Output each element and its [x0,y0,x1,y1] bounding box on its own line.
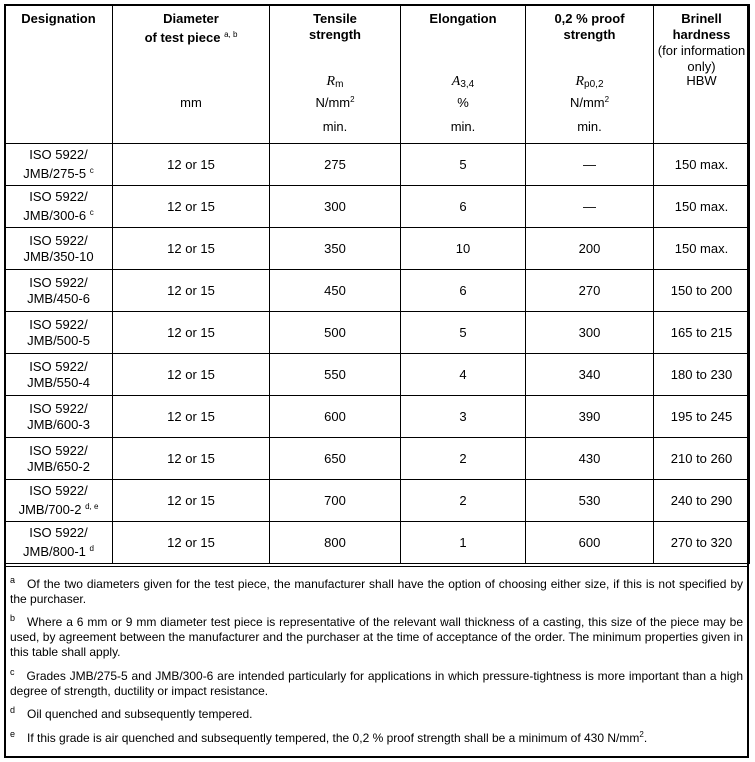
footnote-c: $^c$ Grades JMB/275-5 and JMB/300-6 are intended particularly for applications in which pressure-tightness is more important than a high degree of strength, ductility or impact resistance. [10,667,743,698]
table-row [5,396,750,438]
cell-diameter: 12 or 15 [113,396,270,438]
cell-elongation: 5 [401,144,526,186]
table-row [5,186,750,228]
cell-elongation: 2 [401,438,526,480]
cell-designation: ISO 5922/ JMB/350-10 [5,228,113,270]
table-row [5,438,750,480]
cell-proof-strength: 340 [526,354,654,396]
header-elongation: Elongation $A_{3,4}$ % min. [401,5,526,144]
header-row [5,5,750,144]
footnote-b: $^b$ Where a 6 mm or 9 mm diameter test piece is representative of the relevant wall thickness of a casting, this size of the piece may be used, by agreement between the manufacturer and the purchaser at the time of acceptance of the order. The minimum properties given in this table shall apply. [10,613,743,659]
cell-elongation: 3 [401,396,526,438]
cell-brinell: 150 max. [654,186,750,228]
cell-designation: ISO 5922/ JMB/800-1 $^d$ [5,522,113,564]
cell-proof-strength: 430 [526,438,654,480]
cell-elongation: 6 [401,270,526,312]
cell-diameter: 12 or 15 [113,480,270,522]
diameter-unit: mm [180,95,202,110]
cell-elongation: 4 [401,354,526,396]
cell-proof-strength: 600 [526,522,654,564]
cell-diameter: 12 or 15 [113,228,270,270]
header-brinell: Brinell hardness (for information only) HBW [654,5,750,144]
cell-brinell: 195 to 245 [654,396,750,438]
cell-designation: ISO 5922/ JMB/700-2 $^{d, e}$ [5,480,113,522]
cell-proof-strength: 390 [526,396,654,438]
cell-designation: ISO 5922/ JMB/300-6 $^c$ [5,186,113,228]
cell-tensile: 350 [270,228,401,270]
header-proof-strength: 0,2 % proof strength $R_{p0,2}$ $N/mm^2$ min. [526,5,654,144]
cell-proof-strength: 300 [526,312,654,354]
cell-elongation: 6 [401,186,526,228]
cell-diameter: 12 or 15 [113,186,270,228]
cell-proof-strength: 530 [526,480,654,522]
header-designation: Designation [5,5,113,144]
footnote-d: $^d$ Oil quenched and subsequently tempered. [10,705,253,721]
table-row [5,522,750,564]
cell-elongation: 10 [401,228,526,270]
cell-diameter: 12 or 15 [113,270,270,312]
table-row [5,144,750,186]
cell-elongation: 2 [401,480,526,522]
cell-designation: ISO 5922/ JMB/500-5 [5,312,113,354]
cell-designation: ISO 5922/ JMB/600-3 [5,396,113,438]
cell-tensile: 450 [270,270,401,312]
cell-diameter: 12 or 15 [113,144,270,186]
header-tensile: Tensile strength $R_m$ $N/mm^2$ min. [270,5,401,144]
cell-tensile: 650 [270,438,401,480]
table-row [5,312,750,354]
cell-tensile: 275 [270,144,401,186]
cell-tensile: 800 [270,522,401,564]
cell-tensile: 500 [270,312,401,354]
cell-brinell: 240 to 290 [654,480,750,522]
cell-designation: ISO 5922/ JMB/550-4 [5,354,113,396]
cell-elongation: 1 [401,522,526,564]
footnotes [4,566,749,758]
cell-diameter: 12 or 15 [113,438,270,480]
cell-designation: ISO 5922/ JMB/275-5 $^c$ [5,144,113,186]
cell-brinell: 180 to 230 [654,354,750,396]
cell-proof-strength: 270 [526,270,654,312]
table-row [5,354,750,396]
table-row [5,480,750,522]
cell-brinell: 150 max. [654,228,750,270]
cell-diameter: 12 or 15 [113,354,270,396]
cell-tensile: 300 [270,186,401,228]
cell-tensile: 600 [270,396,401,438]
cell-tensile: 700 [270,480,401,522]
cell-designation: ISO 5922/ JMB/650-2 [5,438,113,480]
cell-designation: ISO 5922/ JMB/450-6 [5,270,113,312]
cell-brinell: 150 to 200 [654,270,750,312]
cell-proof-strength: 200 [526,228,654,270]
cell-proof-strength: — [526,186,654,228]
table-row [5,228,750,270]
cell-tensile: 550 [270,354,401,396]
cell-brinell: 210 to 260 [654,438,750,480]
cell-diameter: 12 or 15 [113,312,270,354]
header-diameter: Diameter of test piece $^{a, b}$ mm [113,5,270,144]
cell-brinell: 150 max. [654,144,750,186]
cell-elongation: 5 [401,312,526,354]
cell-brinell: 270 to 320 [654,522,750,564]
cell-brinell: 165 to 215 [654,312,750,354]
table-row [5,270,750,312]
properties-table [4,4,750,564]
footnote-a: $^a$ Of the two diameters given for the test piece, the manufacturer shall have the option of choosing either size, if this is not specified by the purchaser. [10,575,743,606]
cell-diameter: 12 or 15 [113,522,270,564]
cell-proof-strength: — [526,144,654,186]
footnote-e: $^e$ If this grade is air quenched and subsequently tempered, the 0,2 % proof strength shall be a minimum of 430 $N/mm^2$. [10,729,648,745]
